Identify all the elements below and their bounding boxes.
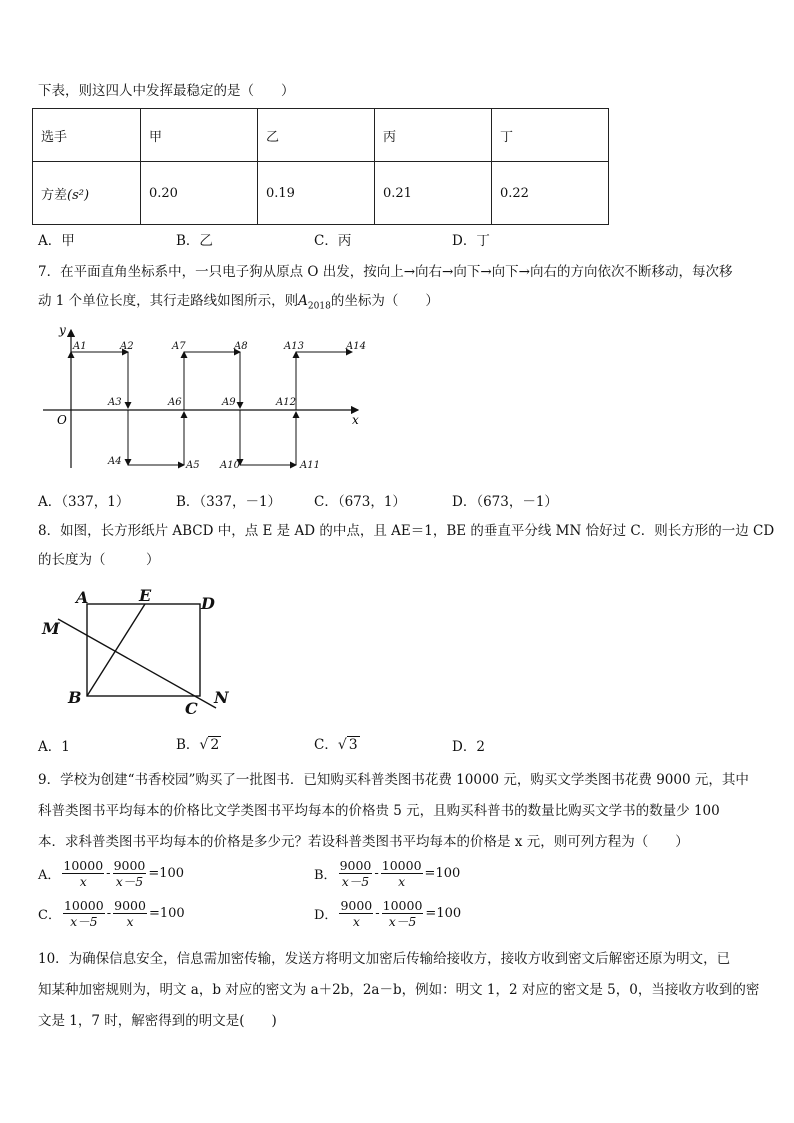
q10-stem-line2: 知某种加密规则为，明文 a，b 对应的密文为 a＋2b，2a－b，例如：明文 1，2 对应的密文是 5，0，当接收方收到的密 bbox=[38, 982, 760, 998]
sqrt-sign: √ 3 bbox=[337, 737, 358, 753]
table-cell: 丙 bbox=[375, 109, 492, 162]
table-cell: 0.21 bbox=[375, 162, 492, 225]
option-label: B． bbox=[314, 868, 337, 883]
q9-option-a[interactable] bbox=[38, 858, 184, 889]
table-cell: 0.22 bbox=[492, 162, 609, 225]
point-label-a7: A7 bbox=[172, 341, 186, 352]
rectangle-abcd bbox=[87, 604, 200, 696]
point-label-a3: A3 bbox=[108, 397, 122, 408]
point-label-a13: A13 bbox=[284, 341, 304, 352]
q8-option-a[interactable]: A．1 bbox=[38, 739, 70, 755]
table-cell: 丁 bbox=[492, 109, 609, 162]
q8-stem-line2: 的长度为（ ） bbox=[38, 552, 160, 568]
q9-stem-line3: 本．求科普类图书平均每本的价格是多少元？若设科普类图书平均每本的价格是 x 元，则可列方程为（ ） bbox=[38, 834, 689, 850]
q7-option-c[interactable]: C．（673，1） bbox=[314, 494, 406, 510]
variance-symbol: (s²) bbox=[67, 187, 90, 203]
point-label-a1: A1 bbox=[73, 341, 87, 352]
minus-sign: - bbox=[106, 866, 111, 881]
q6-option-d[interactable]: D．丁 bbox=[452, 233, 490, 249]
line-mn bbox=[58, 619, 216, 708]
point-label-a6: A6 bbox=[168, 397, 182, 408]
radicand: 2 bbox=[210, 737, 220, 753]
option-label: D． bbox=[314, 908, 338, 923]
q7-option-a[interactable]: A．（337，1） bbox=[38, 494, 130, 510]
label-m: M bbox=[42, 619, 60, 638]
table-cell: 甲 bbox=[141, 109, 258, 162]
point-label-a14: A14 bbox=[346, 341, 366, 352]
minus-sign: - bbox=[106, 906, 112, 921]
q9-stem-line1: 9．学校为创建“书香校园”购买了一批图书．已知购买科普类图书花费 10000 元，购买文学类图书花费 9000 元，其中 bbox=[38, 772, 749, 788]
q9-option-d[interactable] bbox=[314, 898, 461, 929]
q8-option-c-label: C． bbox=[314, 737, 338, 753]
q9-option-b[interactable] bbox=[314, 858, 460, 889]
point-label-a12: A12 bbox=[276, 397, 296, 408]
q7-stem-line2 bbox=[38, 292, 439, 316]
label-c: C bbox=[185, 699, 198, 715]
q7-option-d[interactable]: D．（673，－1） bbox=[452, 494, 558, 510]
label-n: N bbox=[214, 688, 229, 707]
fraction: $\frac{9000}{x-5}$ bbox=[339, 858, 372, 889]
point-label-a2: A2 bbox=[120, 341, 134, 352]
y-axis-label: y bbox=[59, 323, 66, 337]
q8-stem-line1: 8．如图，长方形纸片 ABCD 中，点 E 是 AD 的中点，且 AE＝1，BE 的垂直平分线 MN 恰好过 C．则长方形的一边 CD bbox=[38, 523, 775, 539]
equation-rhs: =100 bbox=[424, 866, 461, 881]
origin-label: O bbox=[57, 413, 67, 427]
fraction: $\frac{9000}{x-5}$ bbox=[113, 858, 146, 889]
q6-stem: 下表，则这四人中发挥最稳定的是（ ） bbox=[38, 83, 295, 99]
fraction: $\frac{9000}{x}$ bbox=[340, 898, 373, 929]
q10-stem-line3: 文是 1，7 时，解密得到的明文是( ) bbox=[38, 1013, 277, 1029]
variance-table bbox=[32, 108, 609, 225]
q7-point-index: 2018 bbox=[307, 301, 331, 312]
q8-option-b-label: B． bbox=[176, 737, 200, 753]
fraction: $\frac{10000}{x}$ bbox=[63, 858, 104, 889]
fraction: $\frac{10000}{x-5}$ bbox=[382, 898, 423, 929]
point-label-a11: A11 bbox=[300, 460, 320, 471]
sqrt-sign: √ 2 bbox=[199, 737, 220, 753]
q7-stem-line1: 7．在平面直角坐标系中，一只电子狗从原点 O 出发，按向上→向右→向下→向下→向右的方向依次不断移动，每次移 bbox=[38, 264, 733, 280]
path-segments bbox=[71, 352, 352, 465]
point-label-a9: A9 bbox=[222, 397, 236, 408]
table-cell: 0.20 bbox=[141, 162, 258, 225]
option-label: C． bbox=[38, 908, 61, 923]
label-a: A bbox=[76, 588, 89, 607]
point-label-a5: A5 bbox=[186, 460, 200, 471]
table-row bbox=[33, 109, 609, 162]
q10-stem-line1: 10．为确保信息安全，信息需加密传输，发送方将明文加密后传输给接收方，接收方收到密文后解密还原为明文，已 bbox=[38, 951, 731, 967]
point-label-a8: A8 bbox=[234, 341, 248, 352]
q6-option-a[interactable]: A．甲 bbox=[38, 233, 75, 249]
variance-label: 方差 bbox=[41, 187, 68, 203]
q7-stem-text-end: 的坐标为（ ） bbox=[330, 293, 439, 309]
label-d: D bbox=[201, 594, 215, 613]
x-axis-label: x bbox=[352, 413, 359, 427]
q7-option-b[interactable]: B．（337，－1） bbox=[176, 494, 282, 510]
segment-be bbox=[87, 604, 145, 696]
table-cell bbox=[33, 162, 141, 225]
table-cell: 选手 bbox=[33, 109, 141, 162]
q8-option-d[interactable]: D．2 bbox=[452, 739, 485, 755]
q8-option-c[interactable] bbox=[314, 733, 360, 753]
fraction: $\frac{10000}{x}$ bbox=[381, 858, 422, 889]
table-cell: 乙 bbox=[258, 109, 375, 162]
q8-rectangle-diagram bbox=[38, 585, 238, 715]
fraction: $\frac{9000}{x}$ bbox=[114, 898, 146, 929]
point-label-a10: A10 bbox=[220, 460, 240, 471]
q6-option-c[interactable]: C．丙 bbox=[314, 233, 352, 249]
q6-option-b[interactable]: B．乙 bbox=[176, 233, 213, 249]
minus-sign: - bbox=[374, 866, 379, 881]
equation-rhs: =100 bbox=[148, 866, 185, 881]
q8-option-b[interactable] bbox=[176, 733, 221, 753]
label-b: B bbox=[68, 688, 82, 707]
q7-point-name: A bbox=[298, 293, 308, 309]
minus-sign: - bbox=[375, 906, 380, 921]
table-cell: 0.19 bbox=[258, 162, 375, 225]
q7-path-diagram bbox=[38, 320, 368, 475]
q7-stem-text: 动 1 个单位长度，其行走路线如图所示，则 bbox=[38, 293, 299, 309]
point-label-a4: A4 bbox=[108, 456, 122, 467]
equation-rhs: =100 bbox=[148, 906, 185, 921]
equation-rhs: =100 bbox=[425, 906, 462, 921]
q9-option-c[interactable] bbox=[38, 898, 185, 929]
label-e: E bbox=[139, 586, 152, 605]
q9-stem-line2: 科普类图书平均每本的价格比文学类图书平均每本的价格贵 5 元，且购买科普书的数量比购买文学书的数量少 100 bbox=[38, 803, 720, 819]
option-label: A． bbox=[38, 868, 61, 883]
table-row bbox=[33, 162, 609, 225]
fraction: $\frac{10000}{x-5}$ bbox=[63, 898, 104, 929]
radicand: 3 bbox=[348, 737, 358, 753]
